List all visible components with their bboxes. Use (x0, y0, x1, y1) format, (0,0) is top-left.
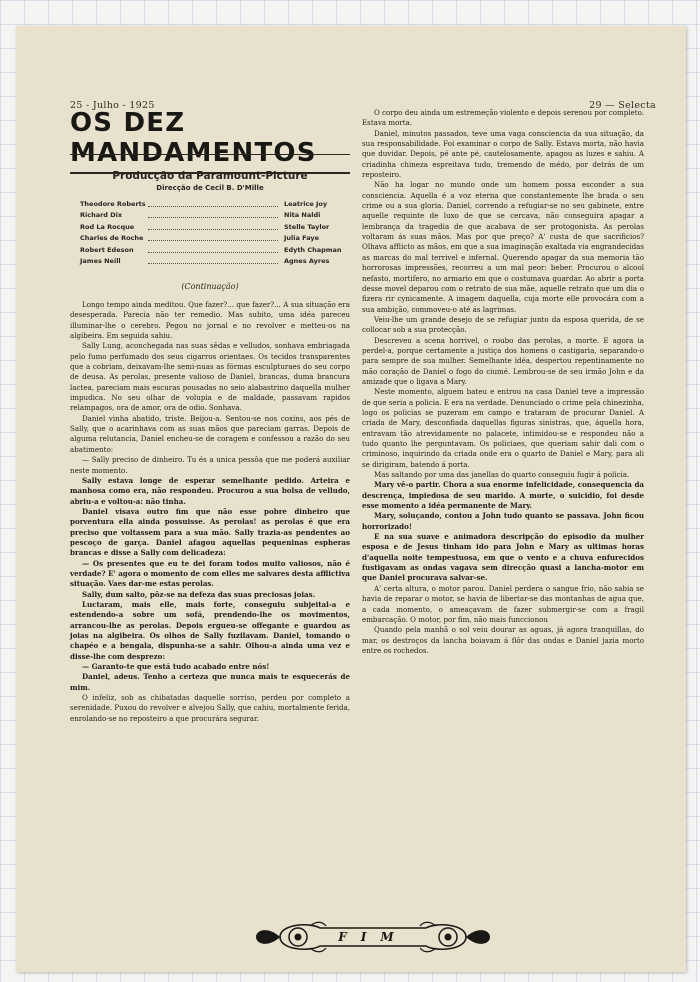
cast-actress: Edyth Chapman (284, 245, 342, 254)
paragraph: Sally Lung, aconchegada nas suas sêdas e velludos, sonhava embriagada pelo fumo perfumado dos seus cigarros orientaes. Os tecidos transparentes que a cobriam, deixavam-lhe semi-nuas as fórmas esculpturaes do seu corpo de deusa. As perolas, presente valioso de Daniel, brancas, duma brancura lactea, pareciam mais escuras pousadas no seio alabastrino daquella mulher impudica. No seu olhar de volupia e de maldade, passavam rapidos relampagos, ora de amor, ora de odio. Sonhava. (70, 341, 350, 413)
paragraph: — Os presentes que eu te dei foram todos muito valiosos, não é verdade? E' agora o momento de com elles me salvares desta afflictiva situação. Vaes dar-me estas perolas. (70, 558, 350, 589)
paragraph: Veiu-lhe um grande desejo de se refugiar junto da esposa querida, de se collocar sob a sua protecção. (362, 314, 644, 335)
paragraph: Daniel, minutos passados, teve uma vaga consciencia da sua situação, da sua responsabilidade. Foi examinar o corpo de Sally. Estava morta, não havia que duvidar. Depois, pé ante pé, cautelosamente, apagou as luzes e sahiu. A criadinha chineza espreitava tudo, tremendo de médo, por detrás de um reposteiro. (362, 128, 644, 180)
cast-actor: Rod La Rocque (80, 222, 135, 231)
paragraph: O infeliz, sob as chibatadas daquelle sorriso, perdeu por completo a serenidade. Puxou do revolver e alvejou Sally, que cahiu, mortalmente ferida, enrolando-se no reposteiro a que procurára segurar. (70, 693, 350, 723)
paragraph: Luctaram, mais elle, mais forte, conseguiu subjeital-a e estendendo-a sobre um sofá, prendendo-lhe os movimentos, arrancou-lhe as perolas. Depois ergueu-se offegante e guardou as joias na algibeira. Os olhos de Sally fuzilavam. Daniel, tomando o chapéo e a bengala, dispunha-se a sahir. Olhou-a ainda uma vez e disse-lhe com desprezo: (70, 599, 350, 661)
cast-actress: Stelle Taylor (284, 222, 330, 231)
paragraph: E na sua suave e animadora descripção do episodio da mulher esposa e de Jesus tinham ido para John e Mary as ultimas horas d'aquella noite tempestuosa, em que o vento e a chuva enfurecidos fustigavam as ondas vagava sem direcção quasi a lancha-motor em que Daniel procurava salvar-se. (362, 532, 644, 583)
paragraph: Descreveu a scena horrivel, o roubo das perolas, a morte. E agora ia perdel-a, porque certamente a justiça dos homens o castigaria, separando-o para sempre de sua mulher. Semelhante idéa, despertou repentinamente no mão coração de Daniel o fogo do ciumé. Lembrou-se de seu irmão John e da amizade que o ligava a Mary. (362, 335, 644, 386)
cast-actor: Charles de Roche (80, 234, 144, 243)
paragraph: — Garanto-te que está tudo acabado entre nós! (82, 662, 270, 672)
cast-row (80, 244, 342, 256)
paragraph: Daniel visava outro fim que não esse pobre dinheiro que porventura ella ainda possuisse. As perolas! as perolas é que era preciso que voltassem para a sua mão. Sally trazia-as pendentes ao pescoço de garça. Daniel afagou aquellas pequeninas espheras brancas e disse a Sally com delicadeza: (70, 506, 350, 558)
paragraph: Sally, dum salto, pôz-se na defeza das suas preciosas joias. (82, 589, 316, 599)
cast-actor: Richard Dix (80, 211, 123, 220)
issue-date: 25 - Julho - 1925 (70, 100, 155, 111)
director-line: Direcção de Cecil B. D'Mille (156, 184, 264, 192)
paragraph: A' certa altura, o motor parou. Daniel perdera o sangue frio, não sabia se havia de reparar o motor, se havia de libertar-se das montanhas de agua que, a cada momento, o ameaçavam de fazer submergir-se com a fragil embarcação. O motor, por fim, não mais funccionou (362, 583, 644, 624)
paragraph: Mary, soluçando, contou a John tudo quanto se passava. John ficou horrorizado! (362, 511, 644, 531)
fim-text: FIM (338, 930, 408, 944)
title-rule (70, 154, 350, 155)
page-content (70, 56, 656, 976)
cast-row (80, 210, 342, 222)
cast-actor: Theodore Roberts (80, 199, 146, 208)
right-column-text (362, 108, 644, 656)
paragraph: Longo tempo ainda meditou. Que fazer?... que fazer?... A sua situação era desesperada. Parecia não ter remedio. Mas subito, uma idéa pareceu illuminar-lhe o cerebro. Pegou no jornal e no revolver e metteu-os na algibeira. Em seguida sahiu. (70, 300, 350, 341)
paragraph: Daniel vinha abatido, triste. Beijou-a. Sentou-se nos coxins, aos pés de Sally, que o acarinhava com as suas mãos que pareciam garras. Depois de alguma relutancia, Daniel encheu-se de coragem e confessou a razão do seu abatimento: (70, 413, 350, 454)
cast-row (80, 221, 342, 233)
paragraph: O corpo deu ainda um estremeção violento e depois serenou por completo. Estava morta. (362, 108, 644, 128)
paragraph: Mas saltando por uma das janellas do quarto conseguiu fugir á policia. (374, 470, 630, 480)
paragraph: Mary vê-o partir. Chora a sua enorme infelicidade, consequencia da descrença, impiedosa de seu marido. A morte, o suicidio, foi desde esse momento a idéa permanente de Mary. (362, 480, 644, 511)
continuation-label: (Continuação) (181, 282, 239, 291)
magazine-name: 29 — Selecta (589, 100, 656, 111)
cast-row (80, 233, 342, 245)
cast-row (80, 256, 342, 268)
page-title: OS DEZ MANDAMENTOS (70, 108, 350, 174)
cast-actor: Robert Edeson (80, 245, 134, 254)
paragraph: Quando pela manhã o sol veiu dourar as aguas, já agora tranquillas, do mar, os destroços da lancha boiavam á flôr das ondas e Daniel jazia morto entre os rochedos. (362, 625, 644, 655)
cast-actor: James Neill (80, 257, 121, 266)
cast-actress: Nita Naldi (284, 211, 321, 220)
cast-actress: Julia Faye (284, 234, 320, 243)
paragraph: Neste momento, alguem bateu e entrou na casa Daniel teve a impressão de que seria a policia. E era na verdade. Denunciado o crime pela chinezinha, logo os policias se puzeram em campo e trataram de procurar Daniel. A criada de Mary, desconfiada daquellas figuras sinistras, que, áquella hora, entravam tão atrevidamente no palacete, intimidou-se e respondeu não a tudo quanto lhe perguntavam. Os policiaes, que queriam sahir dali com o criminoso, inquirindo da criada onde era o quarto de Daniel e Mary, para ali se dirigiram, batendo á porta. (362, 387, 644, 469)
fim-ornament (250, 918, 496, 956)
cast-list (80, 198, 342, 267)
magazine-page (16, 26, 686, 972)
cast-actress: Leatrice Joy (284, 199, 328, 208)
producer-line: Producção da Paramount-Picture (112, 170, 308, 182)
cast-row (80, 198, 342, 210)
left-column-text (70, 300, 350, 724)
cast-actress: Agnes Ayres (284, 257, 330, 266)
paragraph: Sally estava longe de esperar semelhante pedido. Arteira e manhosa como era, não respondeu. Procurou a sua bolsa de velludo, abriu-a e voltou-a: não tinha. (70, 475, 350, 506)
paragraph: Não ha logar no mundo onde um homem possa esconder a sua consciencia. Aquella é a voz eterna que constantemente lhe brada o seu crime ou a sua gloria. Daniel, correndo a refugiar-se no seu gabinete, entre aquelle requinte de luxo de que se cercava, não conseguira apagar a lembrança da tragedia de que acabava de ser protogonista. As perolas voltaram ás suas mãos. Mas por que preço? A' custa de que sacrificios? Olhava afflicto as mãos, em que a sua imaginação exaltada via engrandecidas as marcas do mal terrivel e infernal. Querendo apagar da sua memoria tão horrorosas impressões, recorreu a um mal peor: beber. Procurou o alcool nefasto, mortifero, no armario em que o costumava guardar. Ao abrir a porta desse movel deparou com o retrato de sua mãe, aquelle retrato que um dia o fizera rir cynicamente. A imagem daquella, cuja morte elle provocára com a sua ambição, commoveu-o até ás lagrimas. (362, 180, 644, 314)
paragraph: — Sally preciso de dinheiro. Tu és a unica pessôa que me poderá auxiliar neste momento. (70, 455, 350, 475)
paragraph: Daniel, adeus. Tenho a certeza que nunca mais te esquecerás de mim. (70, 672, 350, 692)
